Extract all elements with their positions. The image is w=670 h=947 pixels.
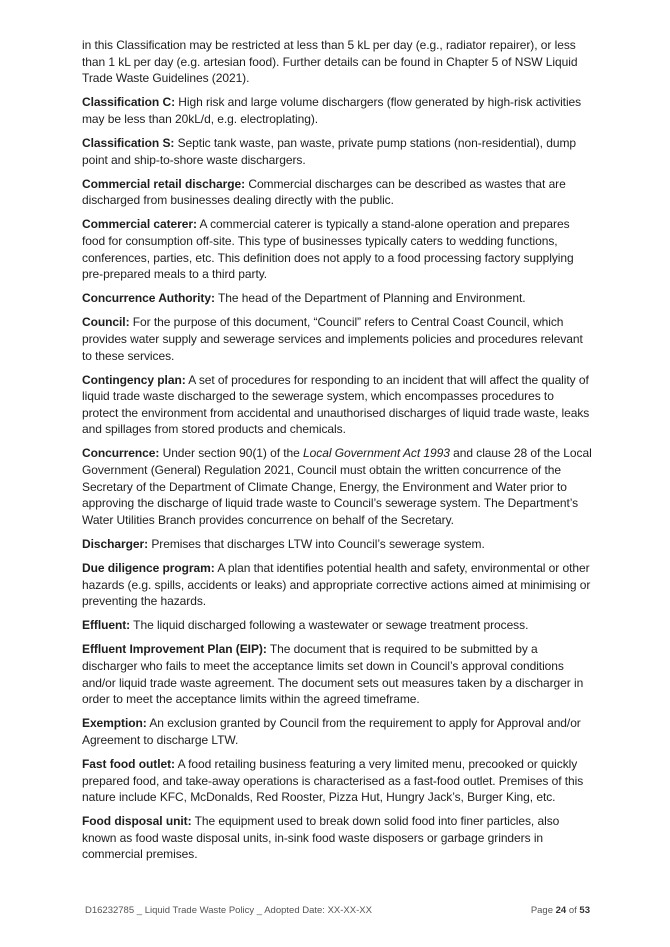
definition-term: Classification S: — [82, 135, 175, 150]
definition-discharger — [82, 536, 592, 553]
act-title-italic: Local Government Act 1993 — [303, 446, 450, 461]
definition-text: The head of the Department of Planning and Environment. — [214, 291, 526, 306]
definition-text: An exclusion granted by Council from the requirement to apply for Approval and/or Agreement to discharge LTW. — [82, 716, 581, 747]
definition-text: A plan that identifies potential health and safety, environmental or other hazards (e.g. spills, accidents or leaks) and appropriate corrective actions aimed at minimising or preventing the hazards. — [82, 561, 591, 609]
definition-term: Commercial retail discharge: — [82, 176, 246, 191]
definition-classification-s — [82, 135, 592, 168]
definition-exemption — [82, 715, 592, 748]
page-total: 53 — [579, 905, 590, 916]
definition-effluent-improvement-plan — [82, 641, 592, 707]
definition-term: Exemption: — [82, 716, 147, 731]
definition-term: Fast food outlet: — [82, 756, 175, 771]
definition-text: and clause 28 of the Local Government (General) Regulation 2021, Council must obtain the written concurrence of the Secretary of the Department of Climate Change, Energy, the Environment and Water prior to approving the discharge of liquid trade waste to Council’s sewerage system. The Department’s Water Utilities Branch provides concurrence on behalf of the Secretary. — [82, 446, 592, 527]
definition-term: Effluent Improvement Plan (EIP): — [82, 642, 267, 657]
definition-due-diligence-program — [82, 560, 592, 610]
definition-term: Due diligence program: — [82, 561, 215, 576]
definition-term: Classification C: — [82, 95, 175, 110]
definition-commercial-retail-discharge — [82, 176, 592, 209]
definition-classification-c — [82, 94, 592, 127]
definition-commercial-caterer — [82, 216, 592, 282]
footer-page-number — [531, 905, 590, 916]
definition-fast-food-outlet — [82, 756, 592, 806]
definition-text: A food retailing business featuring a very limited menu, precooked or quickly prepared food, and take-away operations is characterised as a fast-food outlet. Premises of this nature include KFC, McDonalds, Red Rooster, Pizza Hut, Hungry Jack’s, Burger King, etc. — [82, 756, 584, 805]
definition-text: A commercial caterer is typically a stand-alone operation and prepares food for consumption off-site. This type of businesses typically caters to wedding functions, conferences, parties, etc. This definition does not apply to a food processing factory supplying pre-prepared meals to a third party. — [82, 217, 574, 282]
definition-term: Council: — [82, 315, 130, 330]
definition-term: Concurrence Authority: — [82, 291, 215, 306]
definition-effluent — [82, 617, 592, 634]
definition-concurrence — [82, 445, 592, 528]
definition-text: Commercial discharges can be described as wastes that are discharged from businesses dealing directly with the public. — [82, 176, 566, 208]
definition-term: Contingency plan: — [82, 372, 186, 387]
page-footer — [85, 905, 590, 916]
definition-text: Premises that discharges LTW into Council’s sewerage system. — [148, 536, 485, 551]
footer-doc-reference: D16232785 _ Liquid Trade Waste Policy _ Adopted Date: XX-XX-XX — [85, 905, 372, 916]
definition-concurrence-authority — [82, 290, 592, 307]
definition-text: For the purpose of this document, “Council” refers to Central Coast Council, which provides water supply and sewerage services and implements policies and procedures relevant to these services. — [82, 315, 583, 363]
definition-text: A set of procedures for responding to an incident that will affect the quality of liquid trade waste discharged to the sewerage system, which encompasses procedures to protect the environment from accidental and unauthorised discharges of liquid trade waste, leaks and spillages from stored products and chemicals. — [82, 372, 590, 437]
definition-text: Septic tank waste, pan waste, private pump stations (non-residential), dump point and ship-to-shore waste dischargers. — [82, 135, 576, 167]
definition-term: Effluent: — [82, 618, 131, 633]
page-prefix: Page — [530, 905, 556, 916]
definition-term: Discharger: — [82, 536, 149, 551]
page-current: 24 — [555, 905, 567, 916]
definition-council — [82, 314, 592, 364]
page-of: of — [566, 905, 580, 916]
document-body — [82, 37, 592, 871]
intro-paragraph: in this Classification may be restricted at less than 5 kL per day (e.g., radiator repairer), or less than 1 kL per day (e.g. artesian food). Further details can be found in Chapter 5 of NSW Liquid Trade Waste Guidelines (2021). — [82, 38, 578, 86]
definition-term: Food disposal unit: — [82, 814, 192, 829]
definition-text: High risk and large volume dischargers (flow generated by high-risk activities may be less than 20kL/d, e.g. electroplating). — [82, 95, 582, 126]
definition-text: The liquid discharged following a wastewater or sewage treatment process. — [130, 618, 529, 633]
definition-contingency-plan — [82, 372, 592, 438]
definition-text: The equipment used to break down solid food into finer particles, also known as food waste disposal units, in-sink food waste disposers or garbage grinders in commercial premises. — [82, 814, 560, 862]
definition-term: Commercial caterer: — [82, 217, 197, 232]
definition-text-before: Under section 90(1) of the — [159, 446, 304, 461]
definition-text: The document that is required to be submitted by a discharger who fails to meet the acceptance limits set down in Council’s approval conditions and/or liquid trade waste agreement. The document sets out measures taken by a discharger in order to meet the acceptance limits within the agreed timeframe. — [82, 642, 584, 707]
definition-term: Concurrence: — [82, 446, 160, 461]
definition-food-disposal-unit — [82, 813, 592, 863]
